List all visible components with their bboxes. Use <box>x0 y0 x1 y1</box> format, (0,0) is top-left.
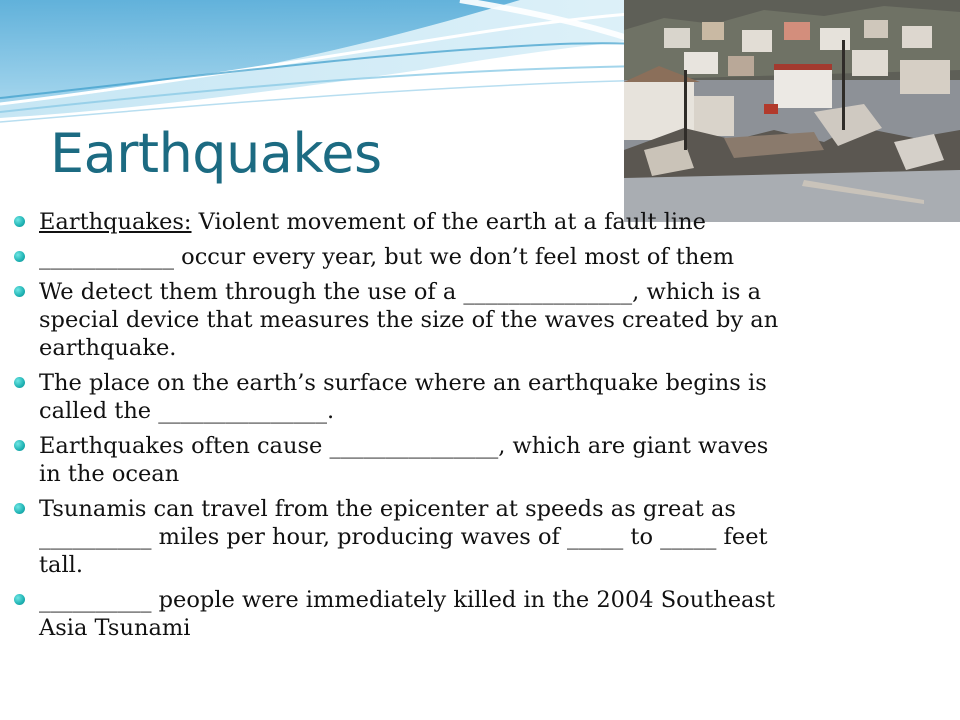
bullet-list <box>0 208 780 649</box>
bullet-text: Violent movement of the earth at a fault line <box>191 209 706 235</box>
bullet-item <box>0 369 780 425</box>
bullet-icon <box>14 440 25 451</box>
bullet-text: Tsunamis can travel from the epicenter at speeds as great as __________ miles per hour, producing waves of _____ to _____ feet tall. <box>39 496 768 578</box>
term-label: Earthquakes: <box>39 209 192 235</box>
bullet-icon <box>14 286 25 297</box>
bullet-icon <box>14 594 25 605</box>
slide-title: Earthquakes <box>50 122 382 185</box>
bullet-item <box>0 586 780 642</box>
bullet-icon <box>14 251 25 262</box>
bullet-item <box>0 243 780 271</box>
bullet-item <box>0 495 780 579</box>
bullet-icon <box>14 216 25 227</box>
bullet-text: Earthquakes often cause _______________, which are giant waves in the ocean <box>39 433 769 487</box>
bullet-item <box>0 432 780 488</box>
bullet-icon <box>14 377 25 388</box>
bullet-icon <box>14 503 25 514</box>
earthquake-damage-photo <box>624 0 960 222</box>
bullet-item <box>0 278 780 362</box>
bullet-text: The place on the earth’s surface where an earthquake begins is called the _______________. <box>39 370 767 424</box>
bullet-text: We detect them through the use of a _______________, which is a special device that measures the size of the waves created by an earthquake. <box>39 279 779 361</box>
bullet-text: __________ people were immediately killed in the 2004 Southeast Asia Tsunami <box>39 587 776 641</box>
bullet-text: ____________ occur every year, but we don’t feel most of them <box>39 244 735 270</box>
bullet-item <box>0 208 780 236</box>
